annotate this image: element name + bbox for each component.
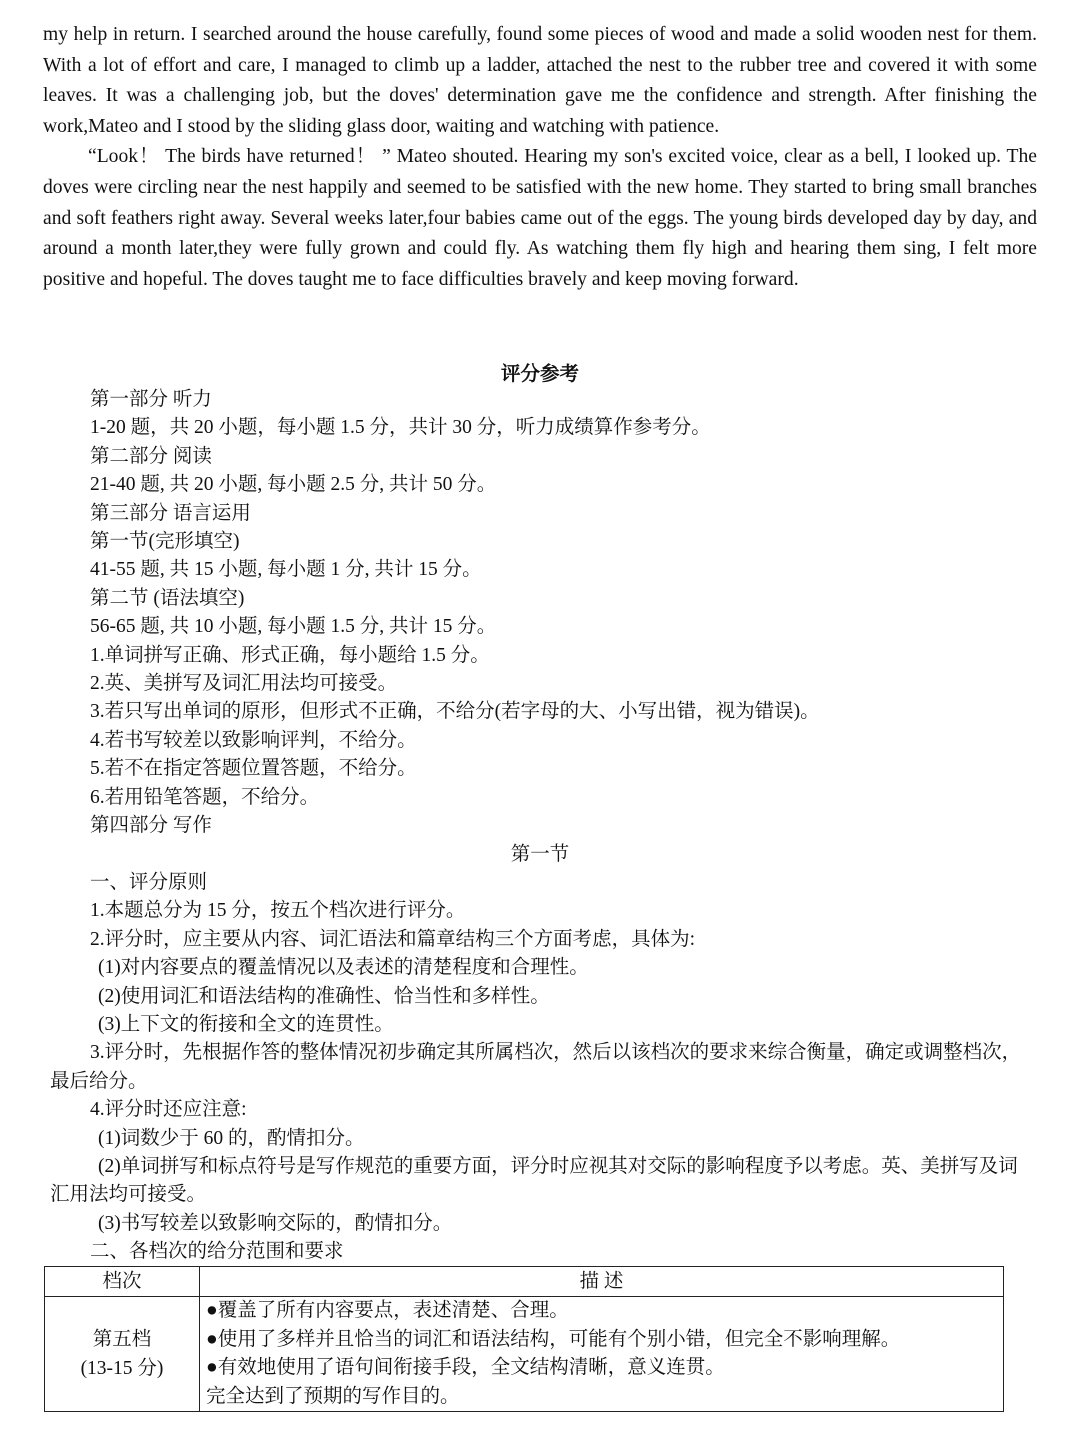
rule-item: 3.若只写出单词的原形，但形式不正确，不给分(若字母的大、小写出错，视为错误)。 bbox=[90, 701, 820, 723]
grade-range: (13-15 分) bbox=[80, 1358, 164, 1379]
grade-table bbox=[44, 1266, 1004, 1412]
description-line: ●有效地使用了语句间衔接手段，全文结构清晰，意义连贯。 bbox=[206, 1357, 725, 1378]
part4-heading: 第四部分 写作 bbox=[90, 815, 212, 837]
rule-item: 1.单词拼写正确、形式正确，每小题给 1.5 分。 bbox=[90, 644, 490, 666]
grade-cell bbox=[45, 1297, 200, 1412]
section1-rule: 41-55 题, 共 15 小题, 每小题 1 分, 共计 15 分。 bbox=[90, 559, 482, 581]
rule-item: 4.若书写较差以致影响评判，不给分。 bbox=[90, 729, 417, 751]
writing-section-heading: 第一节 bbox=[510, 843, 570, 865]
description-line: 完全达到了预期的写作目的。 bbox=[206, 1385, 460, 1407]
principle-4-item: (2)单词拼写和标点符号是写作规范的重要方面，评分时应视其对交际的影响程度予以考虑。英、美拼写及词汇用法均可接受。 bbox=[50, 1155, 1018, 1206]
rule-item: 2.英、美拼写及词汇用法均可接受。 bbox=[90, 673, 398, 695]
section1-heading: 第一节(完形填空) bbox=[90, 531, 240, 553]
table-header-row bbox=[45, 1267, 1004, 1297]
principle-2: 2.评分时，应主要从内容、词汇语法和篇章结构三个方面考虑，具体为: bbox=[90, 928, 696, 950]
principle-4: 4.评分时还应注意: bbox=[90, 1099, 247, 1121]
english-passage bbox=[43, 20, 1037, 295]
description-line: ●覆盖了所有内容要点，表述清楚、合理。 bbox=[206, 1300, 569, 1321]
description-cell bbox=[200, 1297, 1004, 1412]
principle-2-item: (1)对内容要点的覆盖情况以及表述的清楚程度和合理性。 bbox=[98, 957, 589, 979]
principle-2-item: (3)上下文的衔接和全文的连贯性。 bbox=[98, 1013, 394, 1035]
principle-3: 3.评分时，先根据作答的整体情况初步确定其所属档次，然后以该档次的要求来综合衡量，确定或调整档次，最后给分。 bbox=[50, 1042, 1022, 1092]
principle-4-item: (1)词数少于 60 的，酌情扣分。 bbox=[98, 1127, 365, 1149]
principle-1: 1.本题总分为 15 分，按五个档次进行评分。 bbox=[90, 900, 466, 922]
part1-rule: 1-20 题，共 20 小题，每小题 1.5 分，共计 30 分，听力成绩算作参考分。 bbox=[90, 417, 711, 439]
principles-title: 一、评分原则 bbox=[90, 871, 208, 893]
passage-paragraph-2: “Look！ The birds have returned！ ” Mateo shouted. Hearing my son's excited voice, clear as a bell, I looked up. The doves were circling near the nest happily and seemed to be satisfied with the new home. They started to bring small branches and soft feathers right away. Several weeks later,four babies came out of the eggs. The young birds developed day by day, and around a month later,they were fully grown and could fly. As watching them fly high and hearing them sing, I felt more positive and hopeful. The doves taught me to face difficulties bravely and keep moving forward. bbox=[43, 146, 1037, 290]
part2-rule: 21-40 题, 共 20 小题, 每小题 2.5 分, 共计 50 分。 bbox=[90, 474, 497, 496]
rule-item: 5.若不在指定答题位置答题，不给分。 bbox=[90, 758, 417, 780]
rule-item: 6.若用铅笔答题，不给分。 bbox=[90, 786, 320, 808]
scoring-title: 评分参考 bbox=[500, 364, 579, 385]
table-row bbox=[45, 1297, 1004, 1412]
grades-title: 二、各档次的给分范围和要求 bbox=[90, 1241, 344, 1263]
table-header-grade: 档次 bbox=[45, 1267, 200, 1297]
grade-name: 第五档 bbox=[92, 1329, 152, 1350]
principle-2-item: (2)使用词汇和语法结构的准确性、恰当性和多样性。 bbox=[98, 985, 550, 1007]
scoring-section bbox=[50, 386, 1040, 1267]
section2-heading: 第二节 (语法填空) bbox=[90, 587, 245, 609]
part2-heading: 第二部分 阅读 bbox=[90, 445, 212, 467]
passage-paragraph-1: my help in return. I searched around the house carefully, found some pieces of wood and made a solid wooden nest for them. With a lot of effort and care, I managed to climb up a ladder, attached the nest to the rubber tree and covered it with some leaves. It was a challenging job, but the doves' determination gave me the confidence and strength. After finishing the work,Mateo and I stood by the sliding glass door, waiting and watching with patience. bbox=[43, 24, 1037, 137]
part1-heading: 第一部分 听力 bbox=[90, 389, 212, 410]
table-header-description: 描 述 bbox=[200, 1267, 1004, 1297]
principle-4-item: (3)书写较差以致影响交际的，酌情扣分。 bbox=[98, 1212, 453, 1234]
section2-rule: 56-65 题, 共 10 小题, 每小题 1.5 分, 共计 15 分。 bbox=[90, 616, 497, 638]
description-line: ●使用了多样并且恰当的词汇和语法结构，可能有个别小错，但完全不影响理解。 bbox=[206, 1328, 901, 1350]
part3-heading: 第三部分 语言运用 bbox=[90, 502, 251, 524]
